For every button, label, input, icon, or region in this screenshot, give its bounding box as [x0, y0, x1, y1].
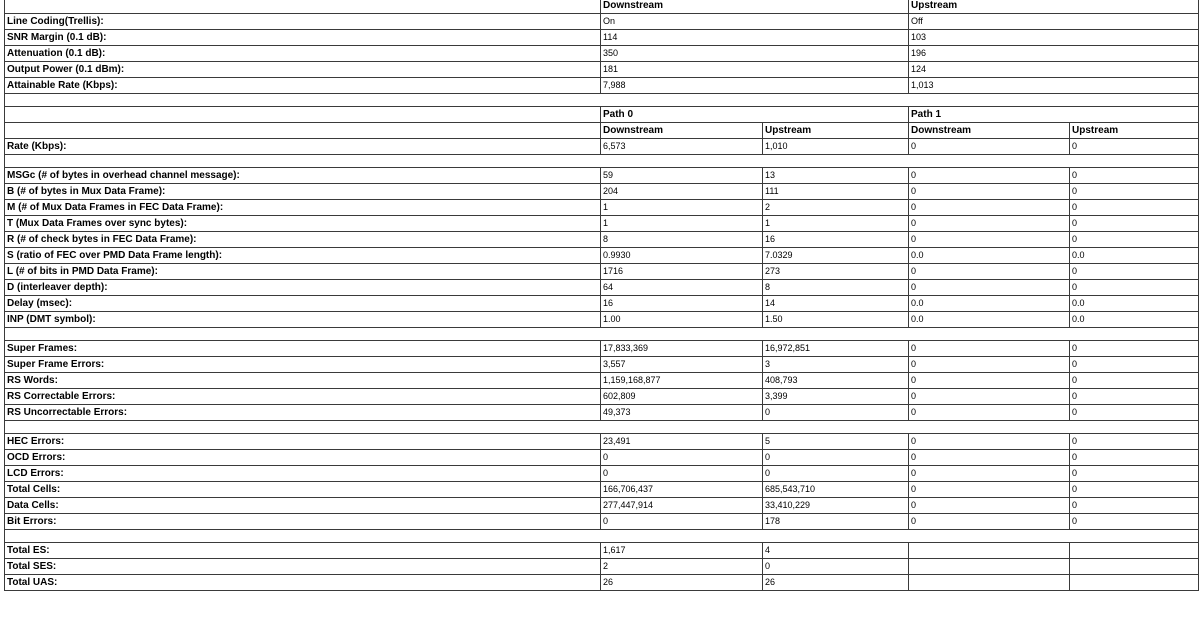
path0-upstream-value: 8	[763, 280, 909, 296]
path0-downstream-header: Downstream	[601, 123, 763, 139]
corner-cell	[5, 0, 601, 14]
path1-downstream-value: 0	[909, 482, 1070, 498]
path1-downstream-value: 0	[909, 450, 1070, 466]
path1-upstream-value	[1070, 559, 1199, 575]
path0-upstream-value: 1	[763, 216, 909, 232]
path1-upstream-value: 0.0	[1070, 248, 1199, 264]
path0-downstream-value: 17,833,369	[601, 341, 763, 357]
path1-upstream-value: 0	[1070, 216, 1199, 232]
path1-downstream-value: 0	[909, 280, 1070, 296]
path0-upstream-value: 685,543,710	[763, 482, 909, 498]
path0-downstream-value: 1	[601, 200, 763, 216]
upstream-value: 103	[909, 30, 1199, 46]
row-label: SNR Margin (0.1 dB):	[5, 30, 601, 46]
row-label: Total SES:	[5, 559, 601, 575]
total-row	[5, 575, 1199, 591]
path0-upstream-value: 2	[763, 200, 909, 216]
frame-stat-row	[5, 389, 1199, 405]
path1-upstream-value: 0	[1070, 498, 1199, 514]
path0-downstream-value: 2	[601, 559, 763, 575]
path0-downstream-value: 1716	[601, 264, 763, 280]
row-label: RS Uncorrectable Errors:	[5, 405, 601, 421]
path1-downstream-value: 0	[909, 357, 1070, 373]
path0-downstream-value: 64	[601, 280, 763, 296]
path1-downstream-value: 0	[909, 139, 1070, 155]
downstream-header: Downstream	[601, 0, 909, 14]
line-stat-row	[5, 46, 1199, 62]
path1-downstream-value: 0	[909, 200, 1070, 216]
corner-cell	[5, 107, 601, 123]
path1-upstream-value: 0	[1070, 482, 1199, 498]
row-label: M (# of Mux Data Frames in FEC Data Frame):	[5, 200, 601, 216]
path1-downstream-header: Downstream	[909, 123, 1070, 139]
path0-downstream-value: 23,491	[601, 434, 763, 450]
line-stat-row	[5, 30, 1199, 46]
row-label: MSGc (# of bytes in overhead channel message):	[5, 168, 601, 184]
adsl-statistics-table	[4, 0, 1199, 591]
row-label: RS Correctable Errors:	[5, 389, 601, 405]
path0-upstream-value: 7.0329	[763, 248, 909, 264]
path1-upstream-value: 0	[1070, 389, 1199, 405]
path0-downstream-value: 8	[601, 232, 763, 248]
cell-stat-row	[5, 466, 1199, 482]
row-label: Attenuation (0.1 dB):	[5, 46, 601, 62]
path1-downstream-value: 0	[909, 466, 1070, 482]
path0-upstream-value: 0	[763, 466, 909, 482]
framing-row	[5, 296, 1199, 312]
row-label: Super Frame Errors:	[5, 357, 601, 373]
row-label: L (# of bits in PMD Data Frame):	[5, 264, 601, 280]
downstream-value: 181	[601, 62, 909, 78]
row-label: Delay (msec):	[5, 296, 601, 312]
row-label: HEC Errors:	[5, 434, 601, 450]
framing-row	[5, 264, 1199, 280]
path1-downstream-value: 0	[909, 373, 1070, 389]
row-label: Total ES:	[5, 543, 601, 559]
cell-stat-row	[5, 498, 1199, 514]
path0-upstream-header: Upstream	[763, 123, 909, 139]
row-label: Rate (Kbps):	[5, 139, 601, 155]
path0-upstream-value: 0	[763, 405, 909, 421]
path1-upstream-value: 0	[1070, 434, 1199, 450]
path1-upstream-value: 0.0	[1070, 312, 1199, 328]
row-label: B (# of bytes in Mux Data Frame):	[5, 184, 601, 200]
downstream-value: On	[601, 14, 909, 30]
downstream-value: 114	[601, 30, 909, 46]
row-label: Bit Errors:	[5, 514, 601, 530]
frame-stat-row	[5, 373, 1199, 389]
upstream-value: 196	[909, 46, 1199, 62]
path1-upstream-value: 0	[1070, 466, 1199, 482]
path1-upstream-value: 0	[1070, 184, 1199, 200]
path1-downstream-value: 0	[909, 264, 1070, 280]
path0-downstream-value: 16	[601, 296, 763, 312]
path1-downstream-value	[909, 559, 1070, 575]
row-label: S (ratio of FEC over PMD Data Frame length):	[5, 248, 601, 264]
downstream-value: 350	[601, 46, 909, 62]
path1-upstream-value: 0	[1070, 200, 1199, 216]
row-label: Super Frames:	[5, 341, 601, 357]
row-label: INP (DMT symbol):	[5, 312, 601, 328]
spacer-row	[5, 94, 1199, 107]
path1-downstream-value: 0.0	[909, 296, 1070, 312]
total-row	[5, 559, 1199, 575]
path0-upstream-value: 13	[763, 168, 909, 184]
path1-upstream-value: 0	[1070, 357, 1199, 373]
path1-upstream-value: 0	[1070, 168, 1199, 184]
framing-row	[5, 216, 1199, 232]
rate-row	[5, 139, 1199, 155]
upstream-value: 124	[909, 62, 1199, 78]
framing-row	[5, 232, 1199, 248]
path1-upstream-value: 0	[1070, 341, 1199, 357]
path1-upstream-value: 0	[1070, 514, 1199, 530]
path0-downstream-value: 277,447,914	[601, 498, 763, 514]
spacer-row	[5, 421, 1199, 434]
path0-upstream-value: 16	[763, 232, 909, 248]
path0-upstream-value: 1,010	[763, 139, 909, 155]
path0-downstream-value: 0	[601, 450, 763, 466]
path-header-row	[5, 107, 1199, 123]
path0-upstream-value: 111	[763, 184, 909, 200]
path0-upstream-value: 408,793	[763, 373, 909, 389]
path1-upstream-value: 0	[1070, 232, 1199, 248]
framing-row	[5, 280, 1199, 296]
row-label: Line Coding(Trellis):	[5, 14, 601, 30]
row-label: OCD Errors:	[5, 450, 601, 466]
cell-stat-row	[5, 514, 1199, 530]
path0-downstream-value: 602,809	[601, 389, 763, 405]
path1-downstream-value: 0	[909, 389, 1070, 405]
row-label: Output Power (0.1 dBm):	[5, 62, 601, 78]
path0-upstream-value: 33,410,229	[763, 498, 909, 514]
framing-row	[5, 200, 1199, 216]
path0-upstream-value: 0	[763, 450, 909, 466]
path0-upstream-value: 4	[763, 543, 909, 559]
frame-stat-row	[5, 357, 1199, 373]
path0-downstream-value: 0.9930	[601, 248, 763, 264]
path1-downstream-value: 0	[909, 498, 1070, 514]
downstream-value: 7,988	[601, 78, 909, 94]
path1-upstream-value: 0	[1070, 139, 1199, 155]
path1-downstream-value: 0	[909, 514, 1070, 530]
path0-downstream-value: 1.00	[601, 312, 763, 328]
path0-downstream-value: 59	[601, 168, 763, 184]
line-stat-row	[5, 14, 1199, 30]
path1-downstream-value	[909, 575, 1070, 591]
path0-upstream-value: 16,972,851	[763, 341, 909, 357]
path1-upstream-value: 0	[1070, 264, 1199, 280]
spacer-cell	[5, 530, 1199, 543]
path1-downstream-value: 0	[909, 434, 1070, 450]
row-label: T (Mux Data Frames over sync bytes):	[5, 216, 601, 232]
spacer-cell	[5, 421, 1199, 434]
spacer-cell	[5, 155, 1199, 168]
path1-downstream-value: 0	[909, 341, 1070, 357]
path0-upstream-value: 3,399	[763, 389, 909, 405]
row-label: R (# of check bytes in FEC Data Frame):	[5, 232, 601, 248]
path0-downstream-value: 3,557	[601, 357, 763, 373]
path0-downstream-value: 6,573	[601, 139, 763, 155]
path1-downstream-value: 0	[909, 405, 1070, 421]
path1-header: Path 1	[909, 107, 1199, 123]
row-label: RS Words:	[5, 373, 601, 389]
spacer-row	[5, 530, 1199, 543]
path0-downstream-value: 166,706,437	[601, 482, 763, 498]
cell-stat-row	[5, 434, 1199, 450]
path1-upstream-value: 0	[1070, 280, 1199, 296]
path1-downstream-value: 0.0	[909, 312, 1070, 328]
row-label: Attainable Rate (Kbps):	[5, 78, 601, 94]
path1-upstream-value: 0	[1070, 373, 1199, 389]
path0-downstream-value: 0	[601, 466, 763, 482]
frame-stat-row	[5, 341, 1199, 357]
path1-upstream-value: 0	[1070, 405, 1199, 421]
path1-downstream-value: 0	[909, 184, 1070, 200]
path0-downstream-value: 1,617	[601, 543, 763, 559]
framing-row	[5, 312, 1199, 328]
upstream-header: Upstream	[909, 0, 1199, 14]
spacer-row	[5, 155, 1199, 168]
path0-downstream-value: 49,373	[601, 405, 763, 421]
path0-upstream-value: 3	[763, 357, 909, 373]
path0-downstream-value: 0	[601, 514, 763, 530]
frame-stat-row	[5, 405, 1199, 421]
path0-upstream-value: 1.50	[763, 312, 909, 328]
path0-upstream-value: 273	[763, 264, 909, 280]
path1-downstream-value: 0.0	[909, 248, 1070, 264]
spacer-row	[5, 328, 1199, 341]
row-label: LCD Errors:	[5, 466, 601, 482]
path0-downstream-value: 26	[601, 575, 763, 591]
row-label: Data Cells:	[5, 498, 601, 514]
path1-upstream-value: 0.0	[1070, 296, 1199, 312]
path1-downstream-value: 0	[909, 232, 1070, 248]
spacer-cell	[5, 328, 1199, 341]
path0-downstream-value: 1	[601, 216, 763, 232]
path0-upstream-value: 0	[763, 559, 909, 575]
upstream-value: 1,013	[909, 78, 1199, 94]
direction-header-row	[5, 123, 1199, 139]
path0-upstream-value: 26	[763, 575, 909, 591]
path1-upstream-header: Upstream	[1070, 123, 1199, 139]
path1-upstream-value	[1070, 543, 1199, 559]
spacer-cell	[5, 94, 1199, 107]
path1-upstream-value: 0	[1070, 450, 1199, 466]
corner-cell	[5, 123, 601, 139]
path0-downstream-value: 204	[601, 184, 763, 200]
path0-upstream-value: 14	[763, 296, 909, 312]
row-label: D (interleaver depth):	[5, 280, 601, 296]
cell-stat-row	[5, 450, 1199, 466]
path0-upstream-value: 178	[763, 514, 909, 530]
path0-downstream-value: 1,159,168,877	[601, 373, 763, 389]
row-label: Total UAS:	[5, 575, 601, 591]
line-stat-row	[5, 78, 1199, 94]
framing-row	[5, 184, 1199, 200]
framing-row	[5, 168, 1199, 184]
path0-header: Path 0	[601, 107, 909, 123]
framing-row	[5, 248, 1199, 264]
line-stat-row	[5, 62, 1199, 78]
upstream-value: Off	[909, 14, 1199, 30]
line-stats-header-row	[5, 0, 1199, 14]
row-label: Total Cells:	[5, 482, 601, 498]
path1-downstream-value: 0	[909, 168, 1070, 184]
total-row	[5, 543, 1199, 559]
path1-upstream-value	[1070, 575, 1199, 591]
cell-stat-row	[5, 482, 1199, 498]
path0-upstream-value: 5	[763, 434, 909, 450]
path1-downstream-value	[909, 543, 1070, 559]
path1-downstream-value: 0	[909, 216, 1070, 232]
